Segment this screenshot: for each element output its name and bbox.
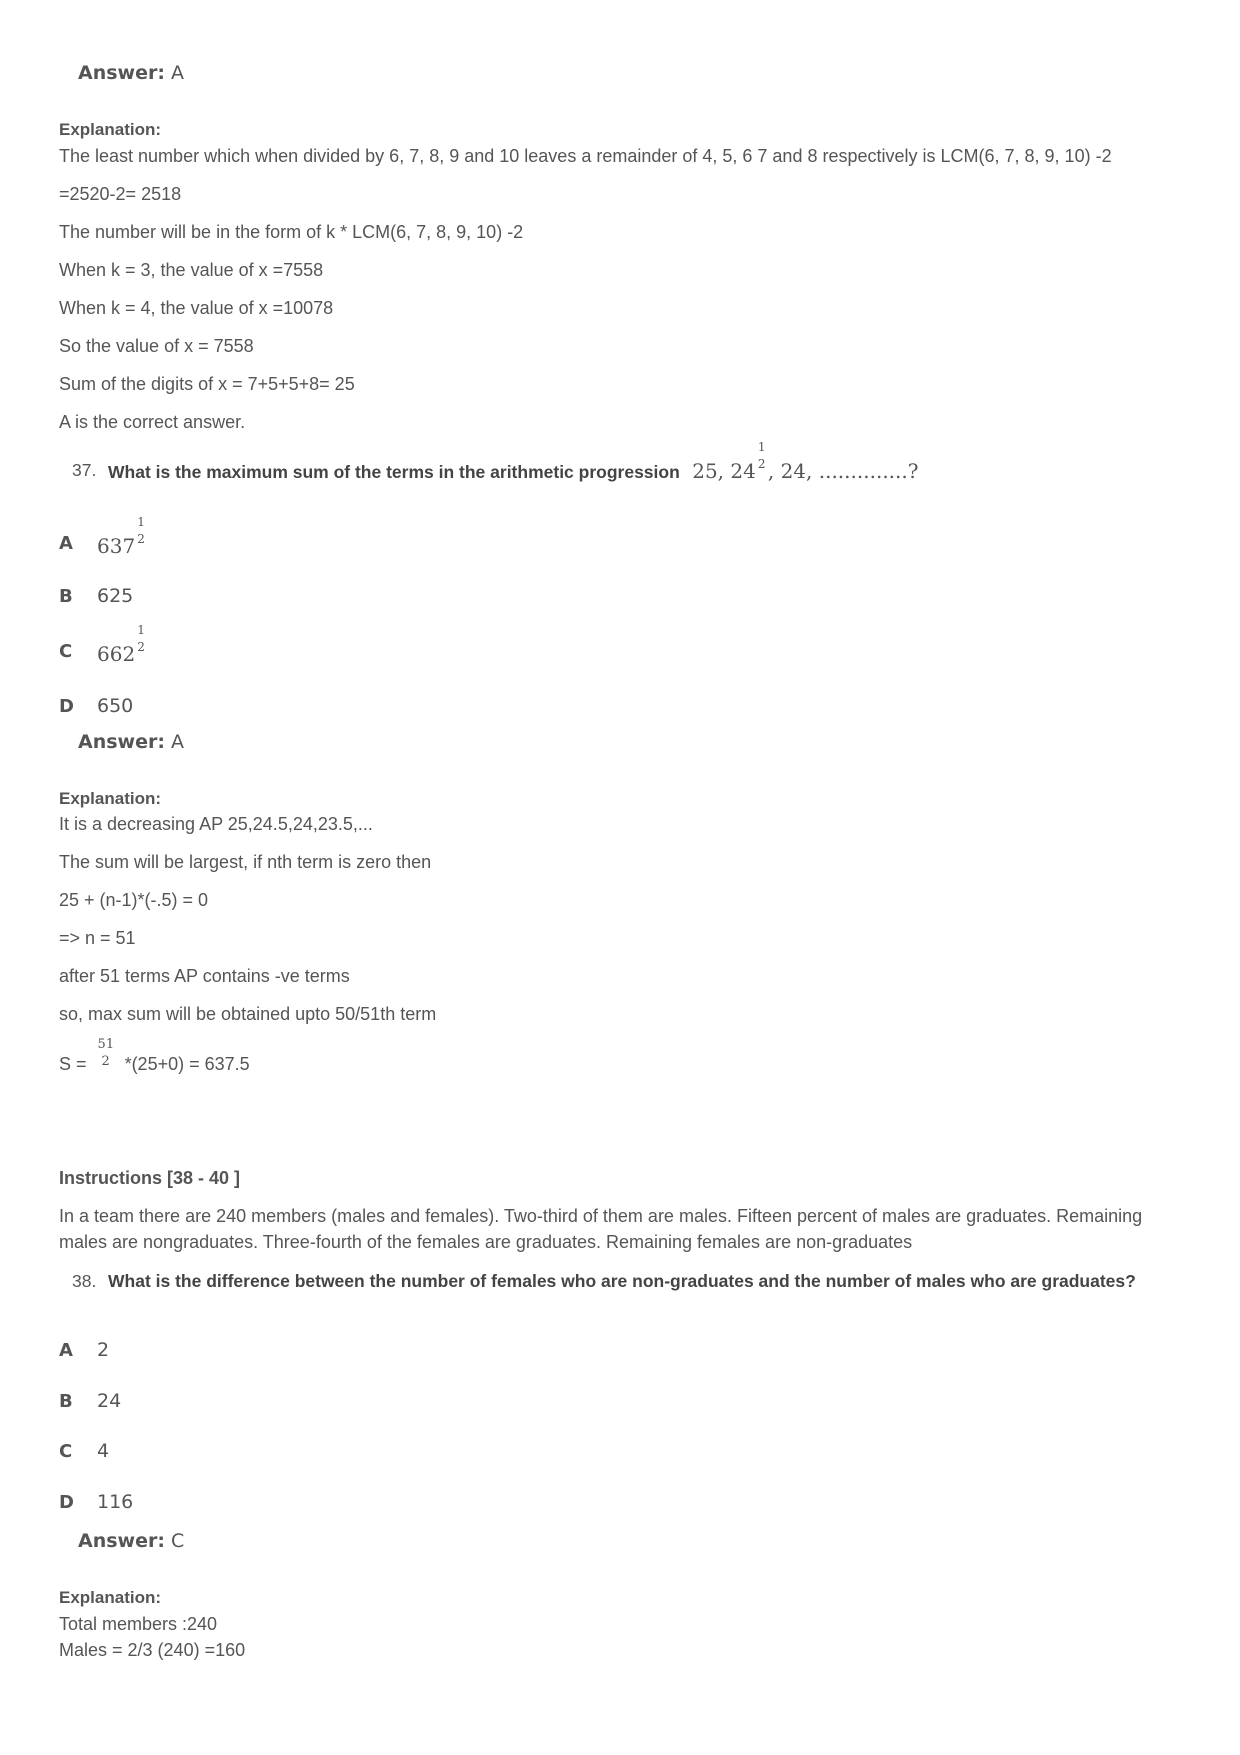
question-number: 37. bbox=[72, 460, 97, 480]
answer-value: C bbox=[171, 1530, 185, 1552]
answer-line bbox=[78, 62, 184, 84]
option-letter-d: D bbox=[59, 696, 74, 717]
explanation-line: Sum of the digits of x = 7+5+5+8= 25 bbox=[59, 374, 355, 394]
explanation-line: after 51 terms AP contains -ve terms bbox=[59, 966, 350, 986]
option-letter-b: B bbox=[59, 586, 73, 607]
answer-value: A bbox=[171, 62, 184, 84]
math-after: , 24, ..............? bbox=[767, 459, 919, 483]
explanation-heading: Explanation: bbox=[59, 789, 162, 808]
explanation-line: Males = 2/3 (240) =160 bbox=[59, 1640, 246, 1660]
explanation-heading: Explanation: bbox=[59, 120, 162, 139]
option-letter-a: A bbox=[59, 533, 73, 554]
question-label: What is the maximum sum of the terms in the arithmetic progression bbox=[108, 462, 680, 482]
option-letter-c: C bbox=[59, 1441, 73, 1462]
answer-label: Answer: bbox=[78, 731, 165, 753]
option-letter-b: B bbox=[59, 1391, 73, 1412]
explanation-line: 25 + (n-1)*(-.5) = 0 bbox=[59, 890, 209, 910]
question-math bbox=[692, 440, 919, 483]
sum-fraction: 51 2 bbox=[97, 1037, 115, 1069]
answer-line bbox=[78, 731, 184, 753]
explanation-line: A is the correct answer. bbox=[59, 412, 246, 432]
sum-formula: S = 51 2 *(25+0) = 637.5 bbox=[59, 1037, 250, 1074]
answer-label: Answer: bbox=[78, 1530, 165, 1552]
option-a-value[interactable]: 637 1 2 bbox=[97, 515, 145, 558]
question-number: 38. bbox=[72, 1271, 97, 1291]
explanation-line: So the value of x = 7558 bbox=[59, 336, 254, 356]
explanation-line: It is a decreasing AP 25,24.5,24,23.5,... bbox=[59, 814, 373, 834]
option-letter-c: C bbox=[59, 641, 73, 662]
option-b-value[interactable]: 24 bbox=[97, 1390, 122, 1412]
instructions-title: Instructions [38 - 40 ] bbox=[59, 1168, 241, 1188]
question-text: What is the difference between the number of females who are non-graduates and the number of males who are graduates? bbox=[108, 1271, 1136, 1291]
explanation-line: => n = 51 bbox=[59, 928, 136, 948]
option-d-value[interactable]: 650 bbox=[97, 695, 134, 717]
option-c-value[interactable]: 662 1 2 bbox=[97, 623, 145, 666]
explanation-line: The number will be in the form of k * LCM(6, 7, 8, 9, 10) -2 bbox=[59, 222, 524, 242]
instructions-text: In a team there are 240 members (males and females). Two-third of them are males. Fifteen percent of males are graduates. Remaining males are nongraduates. Three-fourth of the females are graduates. Remaining females are non-graduates bbox=[59, 1206, 1143, 1252]
explanation-line: When k = 3, the value of x =7558 bbox=[59, 260, 324, 280]
option-letter-a: A bbox=[59, 1340, 73, 1361]
explanation-line: so, max sum will be obtained upto 50/51th term bbox=[59, 1004, 437, 1024]
explanation-line: When k = 4, the value of x =10078 bbox=[59, 298, 334, 318]
answer-label: Answer: bbox=[78, 62, 165, 84]
explanation-line: The least number which when divided by 6, 7, 8, 9 and 10 leaves a remainder of 4, 5, 6 7 and 8 respectively is LCM(6, 7, 8, 9, 10) -2 bbox=[59, 146, 1112, 166]
option-d-value[interactable]: 116 bbox=[97, 1491, 134, 1513]
fraction: 1 2 bbox=[757, 440, 766, 471]
question-text bbox=[108, 440, 919, 483]
explanation-line: The sum will be largest, if nth term is zero then bbox=[59, 852, 432, 872]
option-letter-d: D bbox=[59, 1492, 74, 1513]
option-b-value[interactable]: 625 bbox=[97, 585, 134, 607]
answer-line bbox=[78, 1530, 184, 1552]
explanation-line: Total members :240 bbox=[59, 1614, 218, 1634]
option-c-value[interactable]: 4 bbox=[97, 1440, 110, 1462]
explanation-line: =2520-2= 2518 bbox=[59, 184, 182, 204]
answer-value: A bbox=[171, 731, 184, 753]
math-before: 25, 24 bbox=[692, 459, 756, 483]
option-a-value[interactable]: 2 bbox=[97, 1339, 110, 1361]
explanation-heading: Explanation: bbox=[59, 1588, 162, 1607]
